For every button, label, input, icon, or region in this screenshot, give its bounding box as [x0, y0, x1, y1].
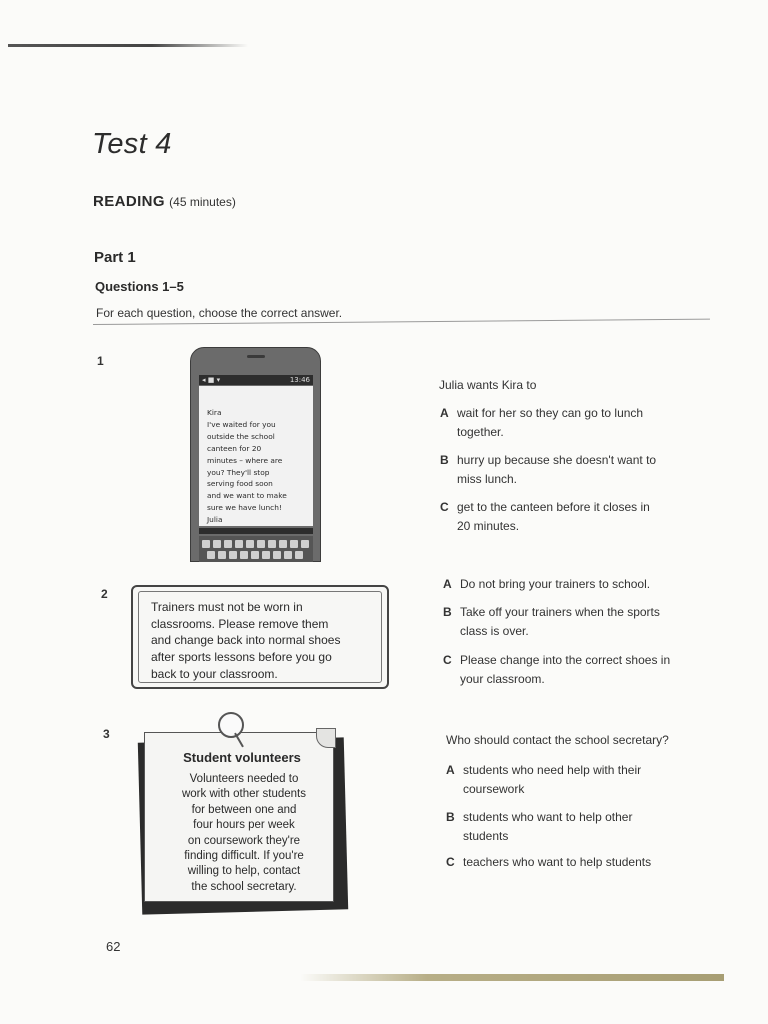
- question-1-option-b[interactable]: [440, 451, 656, 489]
- note-title: Student volunteers: [183, 750, 301, 765]
- phone-speaker: [247, 355, 265, 358]
- notice-sign: [131, 585, 389, 689]
- bottom-decorative-rule: [300, 974, 724, 981]
- option-letter: C: [446, 855, 455, 869]
- option-text: hurry up because she doesn't want to: [457, 453, 657, 467]
- option-letter: A: [440, 406, 449, 420]
- phone-status-bar: [199, 375, 313, 385]
- questions-heading: Questions 1–5: [95, 279, 184, 294]
- option-letter: C: [440, 500, 449, 514]
- sign-line: classrooms. Please remove them: [151, 616, 329, 631]
- option-text-continued: class is over.: [460, 624, 529, 638]
- part-heading: Part 1: [94, 249, 136, 266]
- phone-message: Kira I've waited for you outside the school canteen for 20 minutes – where are you? They'll stop serving food soon and we want to make sure we have lunch! Julia: [207, 408, 287, 525]
- question-3-option-c[interactable]: [446, 853, 651, 872]
- option-text-continued: coursework: [463, 782, 525, 796]
- phone-keyboard: [199, 536, 313, 562]
- option-text-continued: miss lunch.: [457, 472, 518, 486]
- instruction-text: For each question, choose the correct answer.: [96, 306, 343, 320]
- option-text: Do not bring your trainers to school.: [460, 577, 651, 591]
- section-label: READING: [93, 193, 165, 210]
- option-letter: A: [446, 763, 455, 777]
- question-2-option-b[interactable]: [443, 603, 660, 641]
- section-duration: (45 minutes): [169, 195, 236, 209]
- option-text-continued: together.: [457, 425, 504, 439]
- phone-input-bar: [199, 528, 313, 534]
- test-title: Test 4: [92, 128, 172, 160]
- question-3-option-b[interactable]: [446, 808, 632, 846]
- status-time: 13:46: [289, 376, 310, 384]
- option-text: Please change into the correct shoes in: [460, 653, 671, 667]
- sign-line: Trainers must not be worn in: [151, 600, 303, 614]
- question-number-2: 2: [101, 587, 108, 601]
- question-number-1: 1: [97, 354, 104, 368]
- option-text-continued: 20 minutes.: [457, 519, 520, 533]
- sign-line: back to your classroom.: [151, 666, 278, 681]
- option-text-continued: your classroom.: [460, 672, 545, 686]
- question-2-option-c[interactable]: [443, 651, 670, 689]
- page-number: 62: [106, 939, 121, 954]
- question-3-stem: Who should contact the school secretary?: [446, 733, 669, 747]
- status-icons: ◂ ■ ▾: [202, 376, 221, 384]
- option-text: wait for her so they can go to lunch: [457, 406, 644, 420]
- option-letter: B: [440, 453, 449, 467]
- option-text-continued: students: [463, 829, 509, 843]
- option-letter: C: [443, 653, 452, 667]
- pin-icon: [218, 712, 244, 738]
- option-text: teachers who want to help students: [463, 855, 652, 869]
- option-text: students who need help with their: [463, 763, 642, 777]
- option-letter: A: [443, 577, 452, 591]
- sign-line: and change back into normal shoes: [151, 633, 341, 648]
- option-text: get to the canteen before it closes in: [457, 500, 650, 514]
- option-text: students who want to help other: [463, 810, 633, 824]
- top-decorative-rule: [8, 44, 248, 47]
- option-letter: B: [443, 605, 452, 619]
- question-1-option-a[interactable]: [440, 404, 643, 442]
- question-1-option-c[interactable]: [440, 498, 650, 536]
- note-body: Volunteers needed to work with other students for between one and four hours per week on coursework they're finding difficult. If you're willing to help, contact the school secretary.: [181, 773, 306, 893]
- question-2-option-a[interactable]: [443, 575, 650, 594]
- question-3-option-a[interactable]: [446, 761, 641, 799]
- option-text: Take off your trainers when the sports: [460, 605, 660, 619]
- notice-sign-text: [151, 599, 386, 683]
- sign-line: after sports lessons before you go: [151, 650, 332, 665]
- option-letter: B: [446, 810, 455, 824]
- question-1-stem: Julia wants Kira to: [439, 378, 537, 392]
- question-number-3: 3: [103, 727, 110, 741]
- section-heading: [93, 193, 236, 210]
